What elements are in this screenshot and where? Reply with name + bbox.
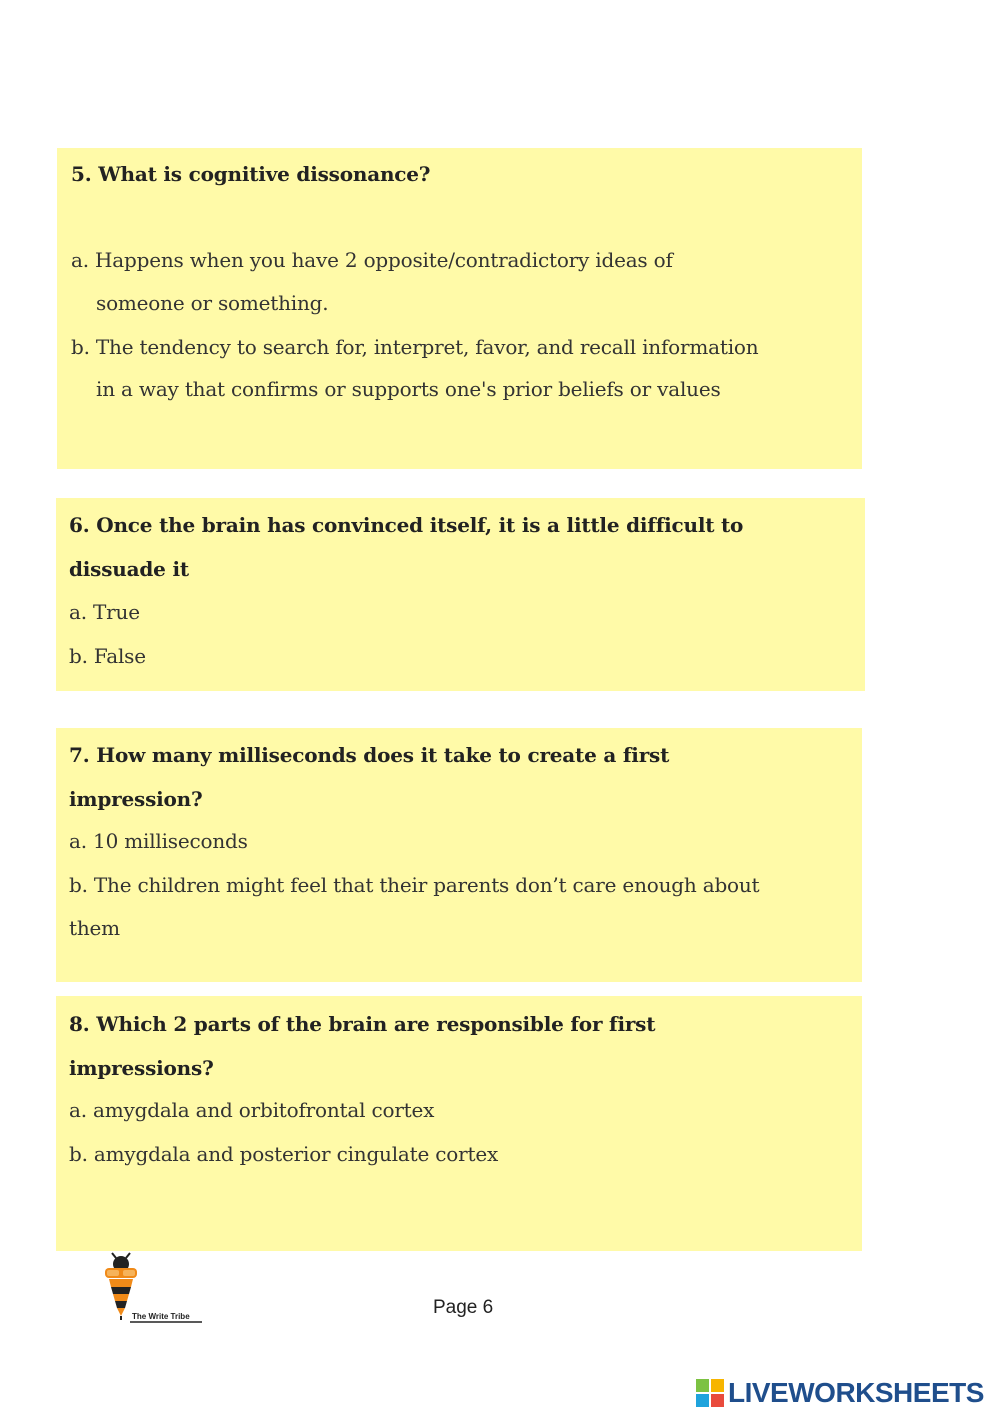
question-6-option-b[interactable]: b. False bbox=[69, 644, 146, 668]
question-5-title: 5. What is cognitive dissonance? bbox=[71, 162, 431, 186]
question-8-option-a[interactable]: a. amygdala and orbitofrontal cortex bbox=[69, 1098, 435, 1122]
question-6-title: 6. Once the brain has convinced itself, it is a little difficult to bbox=[69, 513, 744, 537]
question-7-option-b[interactable]: b. The children might feel that their parents don’t care enough about bbox=[69, 873, 760, 897]
question-8-title-cont: impressions? bbox=[69, 1056, 214, 1080]
question-5-card bbox=[57, 148, 862, 469]
question-7-title: 7. How many milliseconds does it take to create a first bbox=[69, 743, 670, 767]
question-6-title-cont: dissuade it bbox=[69, 557, 189, 581]
liveworksheets-logo-icon bbox=[696, 1379, 724, 1407]
question-7-title-cont: impression? bbox=[69, 787, 203, 811]
question-6-option-a[interactable]: a. True bbox=[69, 600, 140, 624]
write-tribe-logo bbox=[100, 1252, 210, 1332]
question-7-option-a[interactable]: a. 10 milliseconds bbox=[69, 829, 248, 853]
question-5-option-a-cont: someone or something. bbox=[96, 291, 329, 315]
page-number: Page 6 bbox=[433, 1297, 494, 1318]
question-5-option-b-cont: in a way that confirms or supports one's prior beliefs or values bbox=[96, 377, 721, 401]
question-8-option-b[interactable]: b. amygdala and posterior cingulate cortex bbox=[69, 1142, 499, 1166]
question-7-card bbox=[56, 728, 862, 982]
question-8-card bbox=[56, 996, 862, 1251]
question-5-option-a[interactable]: a. Happens when you have 2 opposite/contradictory ideas of bbox=[71, 248, 673, 272]
liveworksheets-wordmark: LIVEWORKSHEETS bbox=[728, 1377, 984, 1408]
question-7-option-b-cont: them bbox=[69, 916, 120, 940]
question-5-option-b[interactable]: b. The tendency to search for, interpret, favor, and recall information bbox=[71, 335, 759, 359]
liveworksheets-brand bbox=[696, 1376, 984, 1410]
logo-caption: The Write Tribe bbox=[132, 1312, 190, 1321]
question-8-title: 8. Which 2 parts of the brain are responsible for first bbox=[69, 1012, 656, 1036]
question-6-card bbox=[56, 498, 865, 691]
